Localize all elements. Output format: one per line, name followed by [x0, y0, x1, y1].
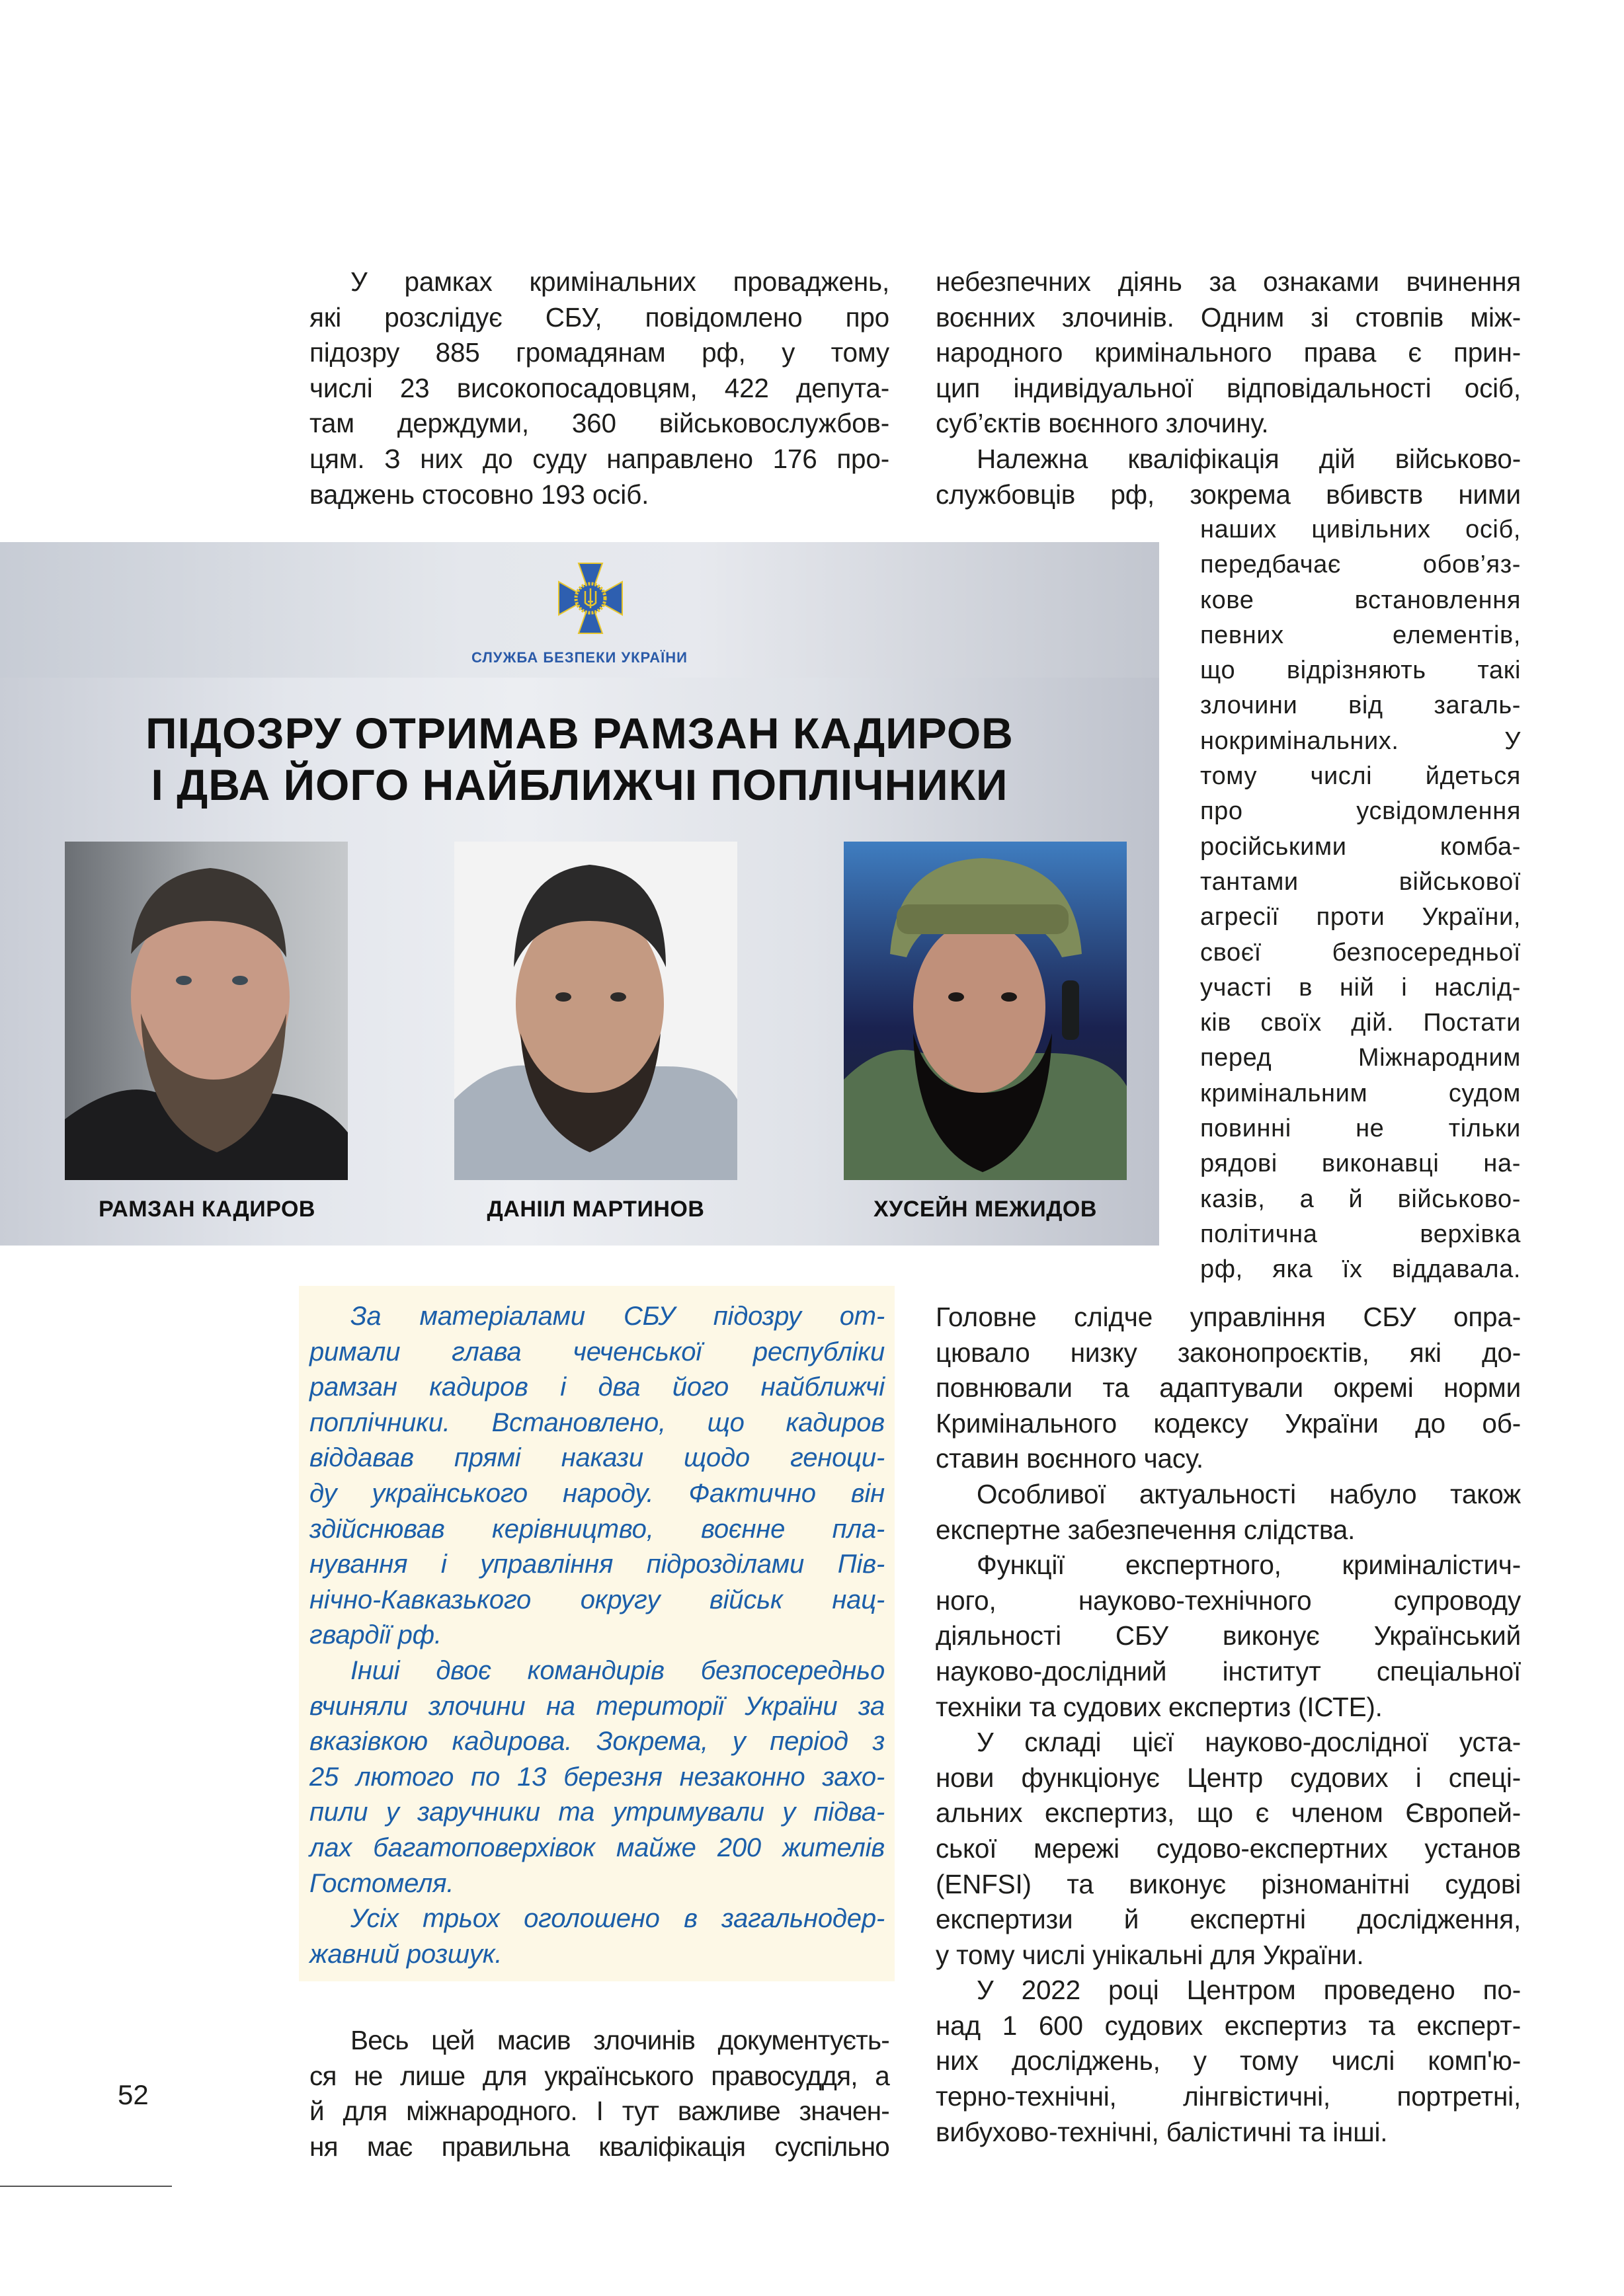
text-line: цювало низку законопроєктів, які до-	[936, 1337, 1521, 1368]
text-line: (ENFSI) та виконує різноманітні судові	[936, 1868, 1521, 1899]
text-line: ваджень стосовно 193 осіб.	[309, 479, 649, 510]
text-line: цип індивідуальної відповідальності осіб,	[936, 372, 1521, 403]
text-line: техніки та судових експертиз (ІСТЕ).	[936, 1691, 1383, 1722]
text-line: повинні не тільки	[1200, 1115, 1521, 1143]
text-line: кове встановлення	[1200, 586, 1521, 614]
text-line: які розслідує СБУ, повідомлено про	[309, 301, 889, 333]
text-line: небезпечних діянь за ознаками вчинення	[936, 266, 1521, 297]
text-line: підозру 885 громадянам рф, у тому	[309, 337, 889, 368]
qualification-paragraph-narrow	[1200, 512, 1521, 1288]
text-line: вибухово-технічні, балістичні та інші.	[936, 2116, 1388, 2147]
text-line: Функції експертного, криміналістич-	[977, 1550, 1521, 1581]
text-line: них досліджень, у тому числі комп'ю-	[936, 2045, 1521, 2077]
text-line: повнювали та адаптували окремі норми	[936, 1372, 1521, 1404]
text-line: що відрізняють такі	[1200, 656, 1521, 685]
text-line: діяльності СБУ виконує Український	[936, 1620, 1521, 1651]
text-line: тантами військової	[1200, 867, 1521, 896]
text-line: ської мережі судово-експертних установ	[936, 1833, 1521, 1864]
text-line: рф, яка їх віддавала.	[1200, 1255, 1521, 1284]
text-line: суб’єктів воєнного злочину.	[936, 408, 1269, 439]
text-line: російськими комба-	[1200, 832, 1521, 861]
text-line: ного, науково-технічного супроводу	[936, 1585, 1521, 1616]
text-line: над 1 600 судових експертиз та експерт-	[936, 2010, 1521, 2041]
text-line: рамзан кадиров і два його найближчі	[309, 1372, 885, 1402]
text-line: нови функціонує Центр судових і спеці-	[936, 1762, 1521, 1793]
person-name-3: ХУСЕЙН МЕЖИДОВ	[873, 1197, 1097, 1222]
text-line: казів, а й військово-	[1200, 1185, 1521, 1213]
person-name-2: ДАНІІЛ МАРТИНОВ	[487, 1197, 705, 1222]
text-line: рядові виконавці на-	[1200, 1150, 1521, 1178]
callout-text	[309, 1299, 885, 1972]
text-line: науково-дослідний інститут спеціальної	[936, 1655, 1521, 1686]
text-line: службовців рф, зокрема вбивств ними	[936, 479, 1521, 510]
text-line: своєї безпосередньої	[1200, 938, 1521, 967]
text-line: гвардії рф.	[309, 1620, 442, 1650]
text-line: Інші двоє командирів безпосередньо	[350, 1655, 885, 1685]
suspect-infographic	[0, 542, 1159, 1246]
text-line: У 2022 році Центром проведено по-	[977, 1975, 1521, 2006]
text-line: вказівкою кадирова. Зокрема, у період з	[309, 1727, 885, 1757]
right-bottom-paragraphs	[936, 1300, 1521, 2150]
text-line: ставин воєнного часу.	[936, 1443, 1203, 1474]
text-line: експертне забезпечення слідства.	[936, 1514, 1356, 1545]
portrait-photo-2	[454, 842, 737, 1180]
infographic-headline	[0, 707, 1159, 811]
text-line: злочини від загаль-	[1200, 692, 1521, 720]
text-line: кримінальним судом	[1200, 1079, 1521, 1107]
text-line: ків своїх дій. Постати	[1200, 1009, 1521, 1037]
text-line: ся не лише для українського правосуддя, а	[309, 2060, 889, 2091]
text-line: нічно-Кавказького округу військ нац-	[309, 1585, 885, 1614]
text-line: перед Міжнародним	[1200, 1044, 1521, 1072]
text-line: здійснював керівництво, воєнне пла-	[309, 1514, 885, 1544]
text-line: 25 лютого по 13 березня незаконно захо-	[309, 1762, 885, 1792]
text-line: Належна кваліфікація дій військово-	[977, 443, 1521, 474]
text-line: терно-технічні, лінгвістичні, портретні,	[936, 2081, 1521, 2112]
text-line: вчиняли злочини на території України за	[309, 1691, 885, 1721]
headline-line-2: І ДВА ЙОГО НАЙБЛИЖЧІ ПОПЛІЧНИКИ	[151, 760, 1008, 809]
text-line: нокримінальних. У	[1200, 727, 1521, 755]
text-line: ду українського народу. Фактично він	[309, 1478, 885, 1508]
text-line: віддавав прямі накази щодо геноци-	[309, 1443, 885, 1473]
text-line: участі в ній і наслід-	[1200, 973, 1521, 1002]
text-line: числі 23 високопосадовцям, 422 депута-	[309, 372, 889, 403]
text-line: лах багатоповерхівок майже 200 жителів	[309, 1833, 885, 1862]
text-line: Гостомеля.	[309, 1868, 454, 1898]
person-name-1: РАМЗАН КАДИРОВ	[99, 1197, 315, 1222]
text-line: ня має правильна кваліфікація суспільно	[309, 2131, 889, 2162]
text-line: Кримінального кодексу України до об-	[936, 1407, 1521, 1439]
text-line: про усвідомлення	[1200, 797, 1521, 826]
text-line: передбачає обов’яз-	[1200, 551, 1521, 579]
footer-divider	[0, 2186, 172, 2187]
text-line: агресії проти України,	[1200, 903, 1521, 931]
portrait-photo-3	[844, 842, 1127, 1180]
text-line: пили у заручники та утримували у підва-	[309, 1798, 885, 1827]
text-line: там держдуми, 360 військовослужбов-	[309, 408, 889, 439]
right-top-paragraph	[936, 264, 1521, 512]
text-line: римали глава чеченської республіки	[309, 1337, 885, 1366]
text-line: народного кримінального права є прин-	[936, 337, 1521, 368]
page-number: 52	[118, 2079, 149, 2110]
text-line: альних експертиз, що є членом Європей-	[936, 1798, 1521, 1829]
text-line: Особливої актуальності набуло також	[977, 1478, 1521, 1509]
text-line: певних елементів,	[1200, 621, 1521, 649]
text-line: Весь цей масив злочинів документуєть-	[350, 2025, 889, 2055]
text-line: політична верхівка	[1200, 1220, 1521, 1248]
intro-paragraph	[309, 264, 889, 512]
text-line: жавний розшук.	[309, 1939, 503, 1969]
text-line: У складі цієї науково-дослідної уста-	[977, 1727, 1521, 1758]
text-line: воєнних злочинів. Одним зі стовпів між-	[936, 301, 1521, 333]
text-line: цям. З них до суду направлено 176 про-	[309, 443, 889, 474]
text-line: У рамках кримінальних проваджень,	[350, 266, 889, 297]
left-bottom-paragraph	[309, 2023, 889, 2164]
text-line: нування і управління підрозділами Пів-	[309, 1550, 885, 1579]
portrait-photo-1	[65, 842, 348, 1180]
callout-box	[299, 1286, 895, 1981]
text-line: у тому числі унікальні для України.	[936, 1939, 1364, 1970]
text-line: поплічники. Встановлено, що кадиров	[309, 1407, 885, 1437]
organization-name: СЛУЖБА БЕЗПЕКИ УКРАЇНИ	[471, 649, 688, 666]
headline-line-1: ПІДОЗРУ ОТРИМАВ РАМЗАН КАДИРОВ	[145, 709, 1014, 758]
sbu-emblem-icon	[557, 562, 624, 635]
text-line: тому числі йдеться	[1200, 762, 1521, 791]
text-line: й для міжнародного. І тут важливе значен-	[309, 2096, 889, 2127]
text-line: Головне слідче управління СБУ опра-	[936, 1302, 1521, 1332]
text-line: експертизи й експертні дослідження,	[936, 1904, 1521, 1935]
text-line: наших цивільних осіб,	[1200, 516, 1521, 543]
text-line: За матеріалами СБУ підозру от-	[350, 1302, 885, 1331]
text-line: Усіх трьох оголошено в загальнодер-	[350, 1904, 885, 1934]
